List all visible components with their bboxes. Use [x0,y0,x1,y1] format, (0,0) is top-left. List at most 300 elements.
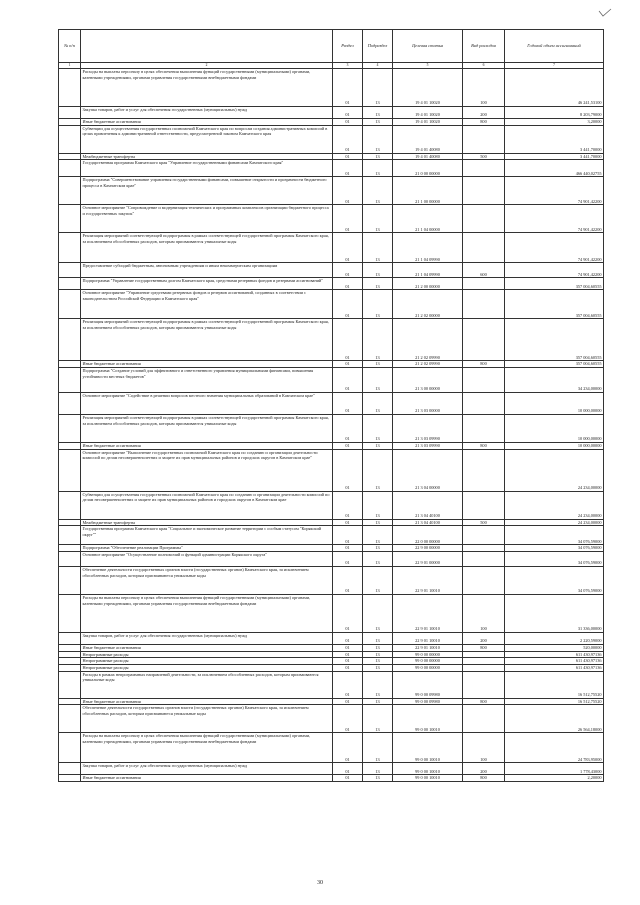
row-expense-type-cell [463,125,505,153]
row-number-cell [59,491,81,519]
row-target-article-cell: 22 9 00 00000 [393,545,463,552]
row-name-cell: Непрограммные расходы [81,651,333,658]
row-subsection-cell: 13 [363,651,393,658]
row-name-cell: Закупка товаров, работ и услуг для обеспечения государственных (муниципальных) нужд [81,107,333,119]
row-expense-type-cell [463,233,505,263]
column-number: 7 [505,63,604,69]
table-row [59,658,604,665]
row-amount-cell: 357 004,60555 [505,278,604,290]
row-subsection-cell: 13 [363,290,393,319]
row-subsection-cell: 13 [363,775,393,782]
column-number: 5 [393,63,463,69]
row-expense-type-cell [463,491,505,519]
row-target-article-cell: 99 0 00 10010 [393,705,463,733]
table-row [59,595,604,633]
row-amount-cell: 8 203,79000 [505,107,604,119]
row-subsection-cell: 13 [363,658,393,665]
row-name-cell: Иные бюджетные ассигнования [81,645,333,652]
row-amount-cell: 31 336,00000 [505,595,604,633]
row-expense-type-cell [463,449,505,491]
row-expense-type-cell [463,160,505,177]
table-row [59,651,604,658]
row-section-cell: 01 [333,526,363,545]
row-subsection-cell: 13 [363,552,393,567]
row-number-cell [59,443,81,450]
row-target-article-cell: 21 1 04 00000 [393,205,463,233]
row-section-cell: 01 [333,552,363,567]
row-amount-cell: 357 004,60555 [505,361,604,368]
row-subsection-cell: 13 [363,545,393,552]
row-name-cell: Закупка товаров, работ и услуг для обеспечения государственных (муниципальных) нужд [81,763,333,775]
row-amount-cell: 10 000,00000 [505,443,604,450]
row-target-article-cell: 22 0 00 00000 [393,526,463,545]
row-expense-type-cell [463,705,505,733]
row-expense-type-cell [463,665,505,672]
table-row [59,263,604,278]
row-number-cell [59,698,81,705]
row-section-cell: 01 [333,733,363,763]
row-amount-cell: 24 234,00000 [505,491,604,519]
row-target-article-cell: 99 0 00 10010 [393,763,463,775]
table-row [59,125,604,153]
row-name-cell: Расходы на выплаты персоналу в целях обеспечения выполнения функций государственными (муниципальными) органами, казенными учреждениями, органами управления государственными внебюджетными фондами [81,733,333,763]
row-section-cell: 01 [333,290,363,319]
row-subsection-cell: 13 [363,698,393,705]
row-name-cell: Основное мероприятие "Сопровождение и модернизация технических и программных комплексов организации бюджетного процесса и государственных закупок" [81,205,333,233]
row-name-cell: Расходы на выплаты персоналу в целях обеспечения выполнения функций государственными (муниципальными) органами, казенными учреждениями, органами управления государственными внебюджетными фондами [81,595,333,633]
row-number-cell [59,645,81,652]
header-expense-type: Вид расходов [463,30,505,63]
row-subsection-cell: 13 [363,633,393,645]
row-section-cell: 01 [333,125,363,153]
row-subsection-cell: 13 [363,153,393,160]
row-section-cell: 01 [333,665,363,672]
table-row [59,177,604,205]
row-subsection-cell: 13 [363,415,393,443]
row-target-article-cell: 99 0 00 00000 [393,651,463,658]
row-section-cell: 01 [333,443,363,450]
row-name-cell: Закупка товаров, работ и услуг для обеспечения государственных (муниципальных) нужд [81,633,333,645]
table-row [59,491,604,519]
row-target-article-cell: 99 0 00 09980 [393,671,463,698]
row-number-cell [59,567,81,595]
row-name-cell: Подпрограмма "Совершенствование управления государственными финансами, повышение открытости и прозрачности бюджетного процесса в Камчатском крае" [81,177,333,205]
row-number-cell [59,595,81,633]
row-amount-cell: 611 430,97136 [505,651,604,658]
row-number-cell [59,319,81,361]
row-subsection-cell: 13 [363,645,393,652]
row-expense-type-cell: 800 [463,698,505,705]
header-section: Раздел [333,30,363,63]
row-amount-cell: 611 430,97136 [505,658,604,665]
table-header-row [59,30,604,63]
row-subsection-cell: 13 [363,491,393,519]
row-name-cell: Подпрограмма "Управление государственным долгом Камчатского края, средствами резервных фондов и резервами ассигнований" [81,278,333,290]
row-expense-type-cell: 800 [463,775,505,782]
row-amount-cell: 611 430,97136 [505,665,604,672]
row-subsection-cell: 13 [363,233,393,263]
row-target-article-cell: 19 4 01 10020 [393,69,463,107]
row-number-cell [59,263,81,278]
row-name-cell: Межбюджетные трансферты [81,519,333,526]
row-name-cell: Основное мероприятие "Содействие в решении вопросов местного значения муниципальных образований в Камчатском крае" [81,393,333,415]
table-row [59,393,604,415]
table-row [59,733,604,763]
row-amount-cell: 74 901,42200 [505,205,604,233]
row-amount-cell: 34 076,59000 [505,545,604,552]
row-name-cell: Субвенции для осуществления государственных полномочий Камчатского края по созданию и организации деятельности комиссий по делам несовершеннолетних и защите их прав муниципальных районов и городских округов в Камчатском крае [81,491,333,519]
row-number-cell [59,526,81,545]
table-row [59,368,604,393]
row-amount-cell: 24 234,00000 [505,449,604,491]
table-row [59,205,604,233]
table-row [59,107,604,119]
row-target-article-cell: 21 3 00 00000 [393,368,463,393]
row-target-article-cell: 21 3 04 40100 [393,519,463,526]
row-target-article-cell: 21 3 03 09990 [393,415,463,443]
row-amount-cell: 3,20000 [505,119,604,126]
row-amount-cell: 74 901,42200 [505,177,604,205]
column-number: 2 [81,63,333,69]
row-section-cell: 01 [333,319,363,361]
row-number-cell [59,733,81,763]
row-number-cell [59,361,81,368]
row-expense-type-cell [463,651,505,658]
row-number-cell [59,519,81,526]
row-name-cell: Подпрограмма "Обеспечение реализации Программы" [81,545,333,552]
row-expense-type-cell: 200 [463,107,505,119]
table-row [59,775,604,782]
row-name-cell: Непрограммные расходы [81,658,333,665]
row-amount-cell: 10 000,00000 [505,393,604,415]
row-number-cell [59,205,81,233]
row-target-article-cell: 99 0 00 09980 [393,698,463,705]
row-section-cell: 01 [333,567,363,595]
row-name-cell: Государственная программа Камчатского края "Управление государственными финансами Камчатского края" [81,160,333,177]
table-row [59,160,604,177]
page-number: 30 [317,880,323,886]
row-section-cell: 01 [333,278,363,290]
table-row [59,449,604,491]
row-amount-cell: 34 076,59000 [505,552,604,567]
row-target-article-cell: 19 4 01 40080 [393,153,463,160]
row-number-cell [59,763,81,775]
row-expense-type-cell: 600 [463,263,505,278]
row-target-article-cell: 19 4 01 40080 [393,125,463,153]
row-expense-type-cell [463,393,505,415]
row-name-cell: Субвенции для осуществления государственных полномочий Камчатского края по вопросам создания административных комиссий в целях привлечения к административной ответственности, предусмотренной законом Камчатского края [81,125,333,153]
table-row [59,278,604,290]
row-section-cell: 01 [333,698,363,705]
row-amount-cell: 34 076,59000 [505,567,604,595]
row-number-cell [59,705,81,733]
row-name-cell: Основное мероприятие "Осуществление полномочий и функций администрации Корякского округа" [81,552,333,567]
row-name-cell: Реализация мероприятий соответствующей подпрограммы в рамках соответствующей государственной программы Камчатского края, за исключением обособленных расходов, которым присваиваются уникальные коды [81,233,333,263]
row-section-cell: 01 [333,368,363,393]
row-expense-type-cell [463,545,505,552]
row-amount-cell: 520,00000 [505,645,604,652]
row-section-cell: 01 [333,595,363,633]
row-section-cell: 01 [333,705,363,733]
row-target-article-cell: 21 3 04 40100 [393,491,463,519]
row-subsection-cell: 13 [363,319,393,361]
table-row [59,552,604,567]
table-row [59,69,604,107]
row-amount-cell: 74 901,42200 [505,263,604,278]
table-row [59,290,604,319]
row-number-cell [59,368,81,393]
header-subsection: Подраздел [363,30,393,63]
row-number-cell [59,775,81,782]
row-number-cell [59,160,81,177]
row-name-cell: Иные бюджетные ассигнования [81,698,333,705]
row-amount-cell: 3 441,70000 [505,125,604,153]
row-section-cell: 01 [333,645,363,652]
row-subsection-cell: 13 [363,705,393,733]
row-name-cell: Обеспечение деятельности государственных органов власти (государственных органов) Камчатского края, за исключением обособленных расходов, которым присваиваются уникальные коды [81,705,333,733]
row-target-article-cell: 21 1 00 00000 [393,177,463,205]
row-number-cell [59,177,81,205]
row-expense-type-cell: 100 [463,595,505,633]
header-number: № п/п [59,30,81,63]
row-name-cell: Расходы на выплаты персоналу в целях обеспечения выполнения функций государственными (муниципальными) органами, казенными учреждениями, органами управления государственными внебюджетными фондами [81,69,333,107]
row-name-cell: Предоставление субсидий бюджетным, автономным учреждениям и иным некоммерческим организациям [81,263,333,278]
row-target-article-cell: 21 3 03 00000 [393,393,463,415]
row-number-cell [59,651,81,658]
row-target-article-cell: 22 9 01 10010 [393,633,463,645]
row-subsection-cell: 13 [363,763,393,775]
row-number-cell [59,665,81,672]
row-subsection-cell: 13 [363,733,393,763]
row-name-cell: Реализация мероприятий соответствующей подпрограммы в рамках соответствующей государственной программы Камчатского края, за исключением обособленных расходов, которым присваиваются уникальные коды [81,415,333,443]
row-target-article-cell: 21 3 04 00000 [393,449,463,491]
row-target-article-cell: 99 0 00 10010 [393,733,463,763]
row-name-cell: Обеспечение деятельности государственных органов власти (государственных органов) Камчатского края, за исключением обособленных расходов, которым присваиваются уникальные коды [81,567,333,595]
table-row [59,526,604,545]
row-target-article-cell: 19 4 01 10020 [393,107,463,119]
row-name-cell: Основное мероприятие "Управление средствами резервных фондов и резервов ассигнований, созданных в соответствии с законодательством Российской Федерации и Камчатского края" [81,290,333,319]
row-number-cell [59,125,81,153]
row-expense-type-cell: 800 [463,361,505,368]
row-expense-type-cell: 800 [463,119,505,126]
row-expense-type-cell: 100 [463,733,505,763]
row-subsection-cell: 13 [363,595,393,633]
row-subsection-cell: 13 [363,368,393,393]
row-section-cell: 01 [333,491,363,519]
row-section-cell: 01 [333,119,363,126]
row-target-article-cell: 22 9 01 10010 [393,567,463,595]
row-subsection-cell: 13 [363,177,393,205]
row-subsection-cell: 13 [363,443,393,450]
row-target-article-cell: 21 2 02 09990 [393,319,463,361]
row-subsection-cell: 13 [363,278,393,290]
row-subsection-cell: 13 [363,160,393,177]
row-expense-type-cell [463,319,505,361]
row-amount-cell: 16 512,75520 [505,671,604,698]
row-number-cell [59,552,81,567]
column-number: 1 [59,63,81,69]
row-amount-cell: 1 778,43000 [505,763,604,775]
row-expense-type-cell: 500 [463,519,505,526]
row-target-article-cell: 21 2 02 00000 [393,290,463,319]
row-amount-cell: 34 234,00000 [505,368,604,393]
row-section-cell: 01 [333,545,363,552]
header-target-article: Целевая статья [393,30,463,63]
row-target-article-cell: 22 9 01 10010 [393,595,463,633]
table-row [59,671,604,698]
row-name-cell: Реализация мероприятий соответствующей подпрограммы в рамках соответствующей государственной программы Камчатского края, за исключением обособленных расходов, которым присваиваются уникальные коды [81,319,333,361]
row-amount-cell: 34 076,59000 [505,526,604,545]
table-row [59,698,604,705]
row-name-cell: Государственная программа Камчатского края "Социальное и экономическое развитие территории с особым статусом "Корякский округ"" [81,526,333,545]
row-number-cell [59,233,81,263]
row-expense-type-cell: 800 [463,443,505,450]
row-subsection-cell: 13 [363,125,393,153]
row-name-cell: Иные бюджетные ассигнования [81,361,333,368]
header-annual-total: Годовой объем ассигнований [505,30,604,63]
table-body [59,69,604,782]
row-section-cell: 01 [333,263,363,278]
row-subsection-cell: 13 [363,393,393,415]
row-amount-cell: 74 901,42200 [505,233,604,263]
row-name-cell: Межбюджетные трансферты [81,153,333,160]
row-expense-type-cell: 200 [463,763,505,775]
row-subsection-cell: 13 [363,119,393,126]
table-row [59,119,604,126]
row-target-article-cell: 99 0 00 10010 [393,775,463,782]
table-row [59,705,604,733]
row-number-cell [59,69,81,107]
row-number-cell [59,545,81,552]
row-expense-type-cell [463,177,505,205]
row-target-article-cell: 21 2 02 09990 [393,361,463,368]
row-amount-cell: 357 004,60555 [505,319,604,361]
row-number-cell [59,153,81,160]
row-expense-type-cell [463,658,505,665]
row-section-cell: 01 [333,107,363,119]
table-row [59,763,604,775]
row-number-cell [59,415,81,443]
table-row [59,415,604,443]
column-number: 4 [363,63,393,69]
row-subsection-cell: 13 [363,449,393,491]
row-expense-type-cell [463,205,505,233]
row-expense-type-cell [463,526,505,545]
row-amount-cell: 2,20000 [505,775,604,782]
row-amount-cell: 24 234,00000 [505,519,604,526]
row-name-cell: Расходы в рамках непрограммных направлений деятельности, за исключением обособленных расходов, которым присваиваются уникальные коды [81,671,333,698]
row-expense-type-cell [463,290,505,319]
row-section-cell: 01 [333,69,363,107]
row-name-cell: Иные бюджетные ассигнования [81,119,333,126]
row-target-article-cell: 99 0 00 00000 [393,665,463,672]
row-section-cell: 01 [333,449,363,491]
row-target-article-cell: 22 9 01 10010 [393,645,463,652]
row-target-article-cell: 21 2 00 00000 [393,278,463,290]
row-section-cell: 01 [333,393,363,415]
row-amount-cell: 466 440,02755 [505,160,604,177]
row-section-cell: 01 [333,177,363,205]
row-amount-cell: 10 000,00000 [505,415,604,443]
row-number-cell [59,290,81,319]
table-row [59,633,604,645]
row-amount-cell: 26 564,18000 [505,705,604,733]
row-target-article-cell: 99 0 00 00000 [393,658,463,665]
table-row [59,567,604,595]
row-expense-type-cell [463,671,505,698]
row-subsection-cell: 13 [363,526,393,545]
row-amount-cell: 3 441,70000 [505,153,604,160]
row-target-article-cell: 21 1 04 09990 [393,233,463,263]
row-subsection-cell: 13 [363,263,393,278]
row-number-cell [59,278,81,290]
row-section-cell: 01 [333,651,363,658]
row-number-cell [59,107,81,119]
table-row [59,519,604,526]
table-row [59,233,604,263]
row-amount-cell: 46 241,53100 [505,69,604,107]
row-expense-type-cell: 500 [463,153,505,160]
row-subsection-cell: 13 [363,665,393,672]
row-expense-type-cell: 100 [463,69,505,107]
row-name-cell: Иные бюджетные ассигнования [81,443,333,450]
row-number-cell [59,119,81,126]
budget-allocation-table [58,29,604,782]
row-name-cell: Основное мероприятие "Выполнение государственных полномочий Камчатского края по созданию и организации деятельности комиссий по делам несовершеннолетних и защите их прав муниципальных районов и городских округов в Камчатском крае" [81,449,333,491]
row-target-article-cell: 21 1 04 09990 [393,263,463,278]
row-section-cell: 01 [333,205,363,233]
header-name [81,30,333,63]
row-number-cell [59,449,81,491]
row-section-cell: 01 [333,775,363,782]
row-expense-type-cell [463,552,505,567]
row-expense-type-cell [463,368,505,393]
row-subsection-cell: 13 [363,519,393,526]
row-subsection-cell: 13 [363,205,393,233]
row-number-cell [59,658,81,665]
row-subsection-cell: 13 [363,567,393,595]
row-amount-cell: 2 220,59000 [505,633,604,645]
row-section-cell: 01 [333,763,363,775]
row-section-cell: 01 [333,233,363,263]
row-subsection-cell: 13 [363,107,393,119]
row-target-article-cell: 19 4 01 10020 [393,119,463,126]
table-row [59,545,604,552]
row-target-article-cell: 21 0 00 00000 [393,160,463,177]
row-amount-cell: 357 004,60555 [505,290,604,319]
column-number: 3 [333,63,363,69]
row-target-article-cell: 22 9 01 00000 [393,552,463,567]
table-row [59,665,604,672]
budget-table-container [58,29,603,782]
row-expense-type-cell [463,278,505,290]
corner-tick-mark [598,8,612,18]
row-name-cell: Непрограммные расходы [81,665,333,672]
table-row [59,319,604,361]
row-section-cell: 01 [333,633,363,645]
row-amount-cell: 16 512,75520 [505,698,604,705]
row-section-cell: 01 [333,658,363,665]
row-section-cell: 01 [333,361,363,368]
row-subsection-cell: 13 [363,671,393,698]
row-expense-type-cell [463,415,505,443]
row-expense-type-cell: 200 [463,633,505,645]
row-section-cell: 01 [333,153,363,160]
row-subsection-cell: 13 [363,361,393,368]
row-number-cell [59,671,81,698]
row-name-cell: Иные бюджетные ассигнования [81,775,333,782]
row-name-cell: Подпрограмма "Создание условий для эффективного и ответственного управления муниципальными финансами, повышения устойчивости местных бюджетов" [81,368,333,393]
